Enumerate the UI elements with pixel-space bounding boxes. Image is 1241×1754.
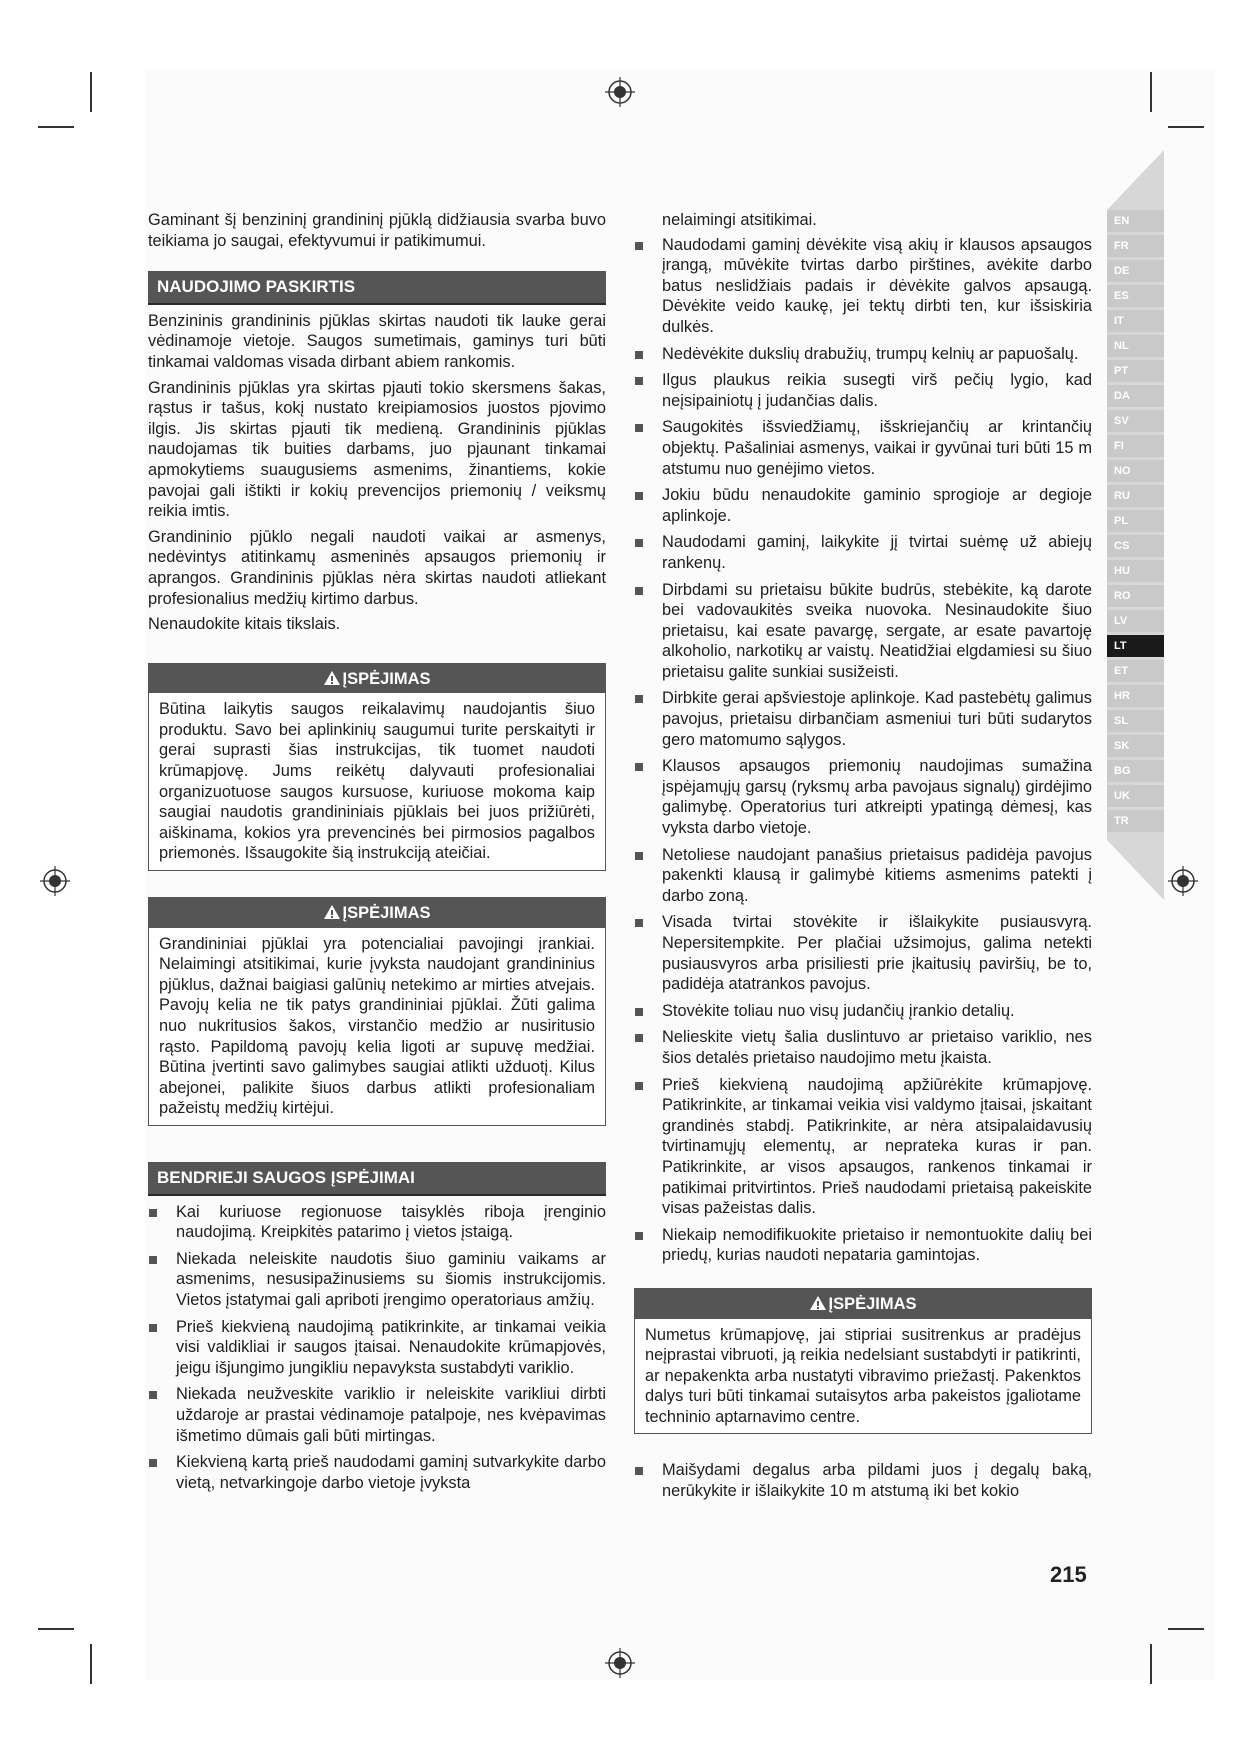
- list-item: Naudodami gaminį dėvėkite visą akių ir klausos apsaugos įrangą, mūvėkite tvirtas darbo pirštines, avėkite darbo batus neslidžiais padais ir dėvėkite galvos apsaugą. Dėvėkite veido kaukę, jei tektų dirbti ten, kur išsiskiria dulkės.: [634, 235, 1092, 338]
- list-item: Saugokitės išsviedžiamų, išskriejančių ar krintančių objektų. Pašaliniai asmenys, vaikai ir gyvūnai turi būti 15 m atstumu nuo genėjimo vietos.: [634, 417, 1092, 479]
- tab-language[interactable]: HR: [1107, 685, 1164, 707]
- tab-language[interactable]: LV: [1107, 610, 1164, 632]
- list-item: Niekada neužveskite variklio ir neleiskite varikliui dirbti uždaroje ar prastai vėdinamoje patalpoje, nes kvėpavimas išmetimo dūmais gali būti mirtingas.: [148, 1384, 606, 1446]
- tab-language[interactable]: RO: [1107, 585, 1164, 607]
- list-item: Stovėkite toliau nuo visų judančių įrankio detalių.: [634, 1001, 1092, 1022]
- purpose-paragraph: Nenaudokite kitais tikslais.: [148, 615, 341, 634]
- tab-language[interactable]: PT: [1107, 360, 1164, 382]
- list-item: Ilgus plaukus reikia susegti virš pečių lygio, kad neįsipainiotų į judančias dalis.: [634, 370, 1092, 411]
- tab-language[interactable]: PL: [1107, 510, 1164, 532]
- registration-mark-icon: [1168, 866, 1198, 896]
- list-item: Niekada neleiskite naudotis šiuo gaminiu vaikams ar asmenims, nesusipažinusiems su šiomis instrukcijomis. Vietos įstatymai gali apriboti įrengimo operatoriaus amžių.: [148, 1249, 606, 1311]
- warning-title: [149, 898, 605, 928]
- list-item: Prieš kiekvieną naudojimą patikrinkite, ar tinkamai veikia visi valdikliai ir saugos įtaisai. Nenaudokite krūmapjovės, jeigu išjungimo jungikliu nepavyksta sustabdyti variklio.: [148, 1317, 606, 1379]
- right-column: [634, 210, 1092, 1508]
- list-item: Dirbdami su prietaisu būkite budrūs, stebėkite, ką darote bei vadovaukitės sveika nuovoka. Nesinaudokite šiuo prietaisu, kai esate pavargę, sergate, ar esate pavartoję alkoholio, narkotikų ar vaistų. Neatidžiai elgdamiesi su šiuo prietaisu galite sunkiai susižeisti.: [634, 580, 1092, 683]
- crop-mark: [90, 1644, 92, 1684]
- tab-language[interactable]: ET: [1107, 660, 1164, 682]
- warning-box: [148, 897, 606, 1126]
- warning-title-text: ĮSPĖJIMAS: [342, 904, 431, 923]
- tab-language[interactable]: ES: [1107, 285, 1164, 307]
- list-item: Nelieskite vietų šalia duslintuvo ar prietaiso variklio, nes šios detalės prietaiso naudojimo metu įkaista.: [634, 1027, 1092, 1068]
- tab-language[interactable]: IT: [1107, 310, 1164, 332]
- warning-icon: [323, 670, 341, 686]
- crop-mark: [38, 1628, 74, 1630]
- tab-language[interactable]: SV: [1107, 410, 1164, 432]
- section-heading-general: BENDRIEJI SAUGOS ĮSPĖJIMAI: [148, 1162, 606, 1196]
- warning-title: [149, 664, 605, 694]
- purpose-paragraph: Grandininis pjūklas yra skirtas pjauti tokio skersmens šakas, rąstus ir tašus, kokį nustato kreipiamosios juostos pjovimo ilgis. Jis skirtas pjauti tik medieną. Grandininis pjūklas naudojamas tik buities darbams, juo pjaunant tinkamai apmokytiems suaugusiems asmenims, žinantiems, kokie pavojai gali ištikti ir kokių prevencijos priemonių / veiksmų reikia imtis.: [148, 378, 606, 521]
- tab-language[interactable]: HU: [1107, 560, 1164, 582]
- warning-box: [634, 1288, 1092, 1435]
- tab-language[interactable]: DA: [1107, 385, 1164, 407]
- tab-language[interactable]: CS: [1107, 535, 1164, 557]
- list-item: Nedėvėkite dukslių drabužių, trumpų kelnių ar papuošalų.: [634, 344, 1092, 365]
- warning-title-text: ĮSPĖJIMAS: [828, 1294, 917, 1313]
- list-item: Netoliese naudojant panašius prietaisus padidėja pavojus pakenkti klausą ir galimybė kitiems asmenims patekti į darbo zoną.: [634, 845, 1092, 907]
- continued-text: nelaimingi atsitikimai.: [662, 211, 817, 229]
- list-item: Niekaip nemodifikuokite prietaiso ir nemontuokite dalių bei priedų, kurias naudoti nepataria gamintojas.: [634, 1225, 1092, 1266]
- tab-language[interactable]: TR: [1107, 810, 1164, 832]
- list-item: Kai kuriuose regionuose taisyklės riboja įrenginio naudojimą. Kreipkitės patarimo į vietos įstaigą.: [148, 1202, 606, 1243]
- registration-mark-icon: [605, 1648, 635, 1678]
- list-item: Maišydami degalus arba pildami juos į degalų baką, nerūkykite ir išlaikykite 10 m atstumą iki bet kokio: [634, 1460, 1092, 1501]
- list-item: Jokiu būdu nenaudokite gaminio sprogioje ar degioje aplinkoje.: [634, 485, 1092, 526]
- tab-language[interactable]: NO: [1107, 460, 1164, 482]
- list-item: Visada tvirtai stovėkite ir išlaikykite pusiausvyrą. Nepersitempkite. Per plačiai užsimojus, galima netekti pusiausvyros arba prisiliesti prie įkaitusių paviršių, be to, padidėja atatrankos pavojus.: [634, 912, 1092, 994]
- list-item: Prieš kiekvieną naudojimą apžiūrėkite krūmapjovę. Patikrinkite, ar tinkamai veikia visi valdymo įtaisai, įskaitant grandinės stabdį. Patikrinkite, ar nėra atsipalaidavusių tvirtinamųjų elementų, ar nepratekа kuras ir pan. Patikrinkite, ar visos apsaugos, rankenos tinkamai ir patikimai pritvirtintos. Prieš naudodami prietaisą pakeiskite visas pažeistas dalis.: [634, 1075, 1092, 1219]
- warning-box: [148, 663, 606, 871]
- safety-list-left: [148, 1202, 606, 1494]
- safety-list-right: [634, 235, 1092, 1266]
- tab-language[interactable]: UK: [1107, 785, 1164, 807]
- tab-language[interactable]: FR: [1107, 235, 1164, 257]
- tab-language[interactable]: DE: [1107, 260, 1164, 282]
- crop-mark: [1168, 1628, 1204, 1630]
- tab-language[interactable]: EN: [1107, 210, 1164, 232]
- page-number: 215: [1050, 1562, 1087, 1587]
- list-item: Naudodami gaminį, laikykite jį tvirtai suėmę už abiejų rankenų.: [634, 532, 1092, 573]
- tab-language[interactable]: RU: [1107, 485, 1164, 507]
- crop-mark: [1168, 126, 1204, 128]
- list-item: Kiekvieną kartą prieš naudodami gaminį sutvarkykite darbo vietą, netvarkingoje darbo vietoje įvyksta: [148, 1452, 606, 1493]
- warning-title: [635, 1289, 1091, 1319]
- warning-icon: [809, 1295, 827, 1311]
- tab-language[interactable]: FI: [1107, 435, 1164, 457]
- warning-icon: [323, 904, 341, 920]
- tab-language-active[interactable]: LT: [1107, 635, 1164, 657]
- crop-mark: [1150, 72, 1152, 112]
- tab-language[interactable]: SL: [1107, 710, 1164, 732]
- tab-language[interactable]: NL: [1107, 335, 1164, 357]
- warning-text: Grandininiai pjūklai yra potencialiai pavojingi įrankiai. Nelaimingi atsitikimai, kurie įvyksta naudojant grandininius pjūklus, dažnai baigiasi galūnių netekimo ar mirties atvejais. Pavojų kelia ne tik patys grandininiai pjūklai. Žūti galima nuo nukritusios šakos, virstančio medžio ar nusiritusio rąsto. Papildomą pavojų kelia ligoti ar supuvę medžiai. Būtina įvertinti savo galimybes saugiai atlikti užduotį. Kilus abejonei, palikite šiuos darbus atlikti profesionaliam pažeistų medžių kirtėjui.: [159, 934, 595, 1118]
- language-tabs: [1107, 210, 1164, 835]
- tab-language[interactable]: BG: [1107, 760, 1164, 782]
- section-heading-purpose: NAUDOJIMO PASKIRTIS: [148, 271, 606, 305]
- crop-mark: [1150, 1644, 1152, 1684]
- registration-mark-icon: [605, 77, 635, 107]
- left-column: [148, 210, 606, 1499]
- warning-text: Būtina laikytis saugos reikalavimų naudojantis šiuo produktu. Savo bei aplinkinių saugumui turite perskaityti ir gerai suprasti šias instrukcijas, tik tuomet naudoti krūmapjovę. Jums reikėtų dalyvauti profesionaliai organizuotuose saugos kursuose, kuriuose mokoma kaip saugiai naudotis grandininiais pjūklais bei juos prižiūrėti, aiškinama, kokios yra prevencinės bei pirmosios pagalbos priemonės. Išsaugokite šią instrukciją ateičiai.: [159, 700, 595, 863]
- list-item: Klausos apsaugos priemonių naudojimas sumažina įspėjamųjų garsų (ryksmų arba pavojaus signalų) girdėjimo galimybę. Operatorius turi atkreipti ypatingą dėmesį, kas vyksta darbo vietoje.: [634, 756, 1092, 838]
- crop-mark: [90, 72, 92, 112]
- purpose-paragraph: Benzininis grandininis pjūklas skirtas naudoti tik lauke gerai vėdinamoje vietoje. Saugos sumetimais, gaminys turi būti tinkamai valdomas visada dirbant abiem rankomis.: [148, 311, 606, 371]
- list-item: Dirbkite gerai apšviestoje aplinkoje. Kad pastebėtų galimus pavojus, prietaisu dirbančiam asmeniui turi būti sudarytos gero matomumo sąlygos.: [634, 688, 1092, 750]
- tab-language[interactable]: SK: [1107, 735, 1164, 757]
- registration-mark-icon: [40, 866, 70, 896]
- purpose-paragraph: Grandininio pjūklo negali naudoti vaikai ar asmenys, nedėvintys atitinkamų asmeninės apsaugos priemonių ir aprangos. Grandininis pjūklas nėra skirtas naudoti atliekant profesionalius medžių kirtimo darbus.: [148, 527, 606, 608]
- safety-list-continued: [634, 1460, 1092, 1501]
- warning-title-text: ĮSPĖJIMAS: [342, 669, 431, 688]
- crop-mark: [38, 126, 74, 128]
- warning-text: Numetus krūmapjovę, jai stipriai susitrenkus ar pradėjus neįprastai vibruoti, ją reikia nedelsiant sustabdyti ir patikrinti, ar nepakenkta arba nustatyti vibravimo priežastį. Pakenktos dalys turi būti tinkamai sutaisytos arba pakeistos įgaliotame techninio aptarnavimo centre.: [645, 1325, 1081, 1426]
- intro-text: Gaminant šį benzininį grandininį pjūklą didžiausia svarba buvo teikiama jo saugai, efektyvumui ir patikimumui.: [148, 211, 606, 250]
